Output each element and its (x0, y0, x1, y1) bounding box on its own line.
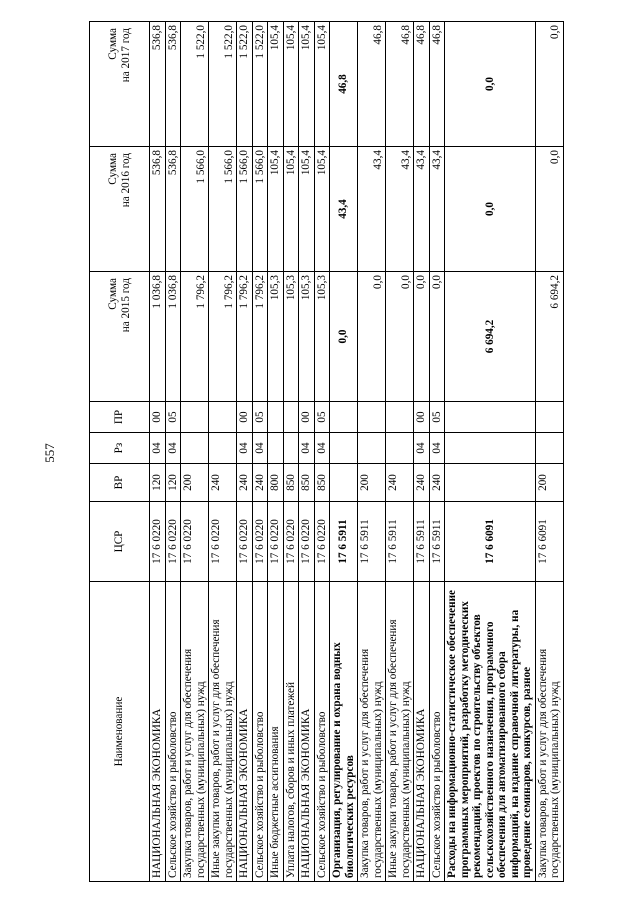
cell-csr: 17 6 6091 (535, 502, 563, 582)
cell-vr: 800 (268, 464, 284, 502)
cell-name: Уплата налогов, сборов и иных платежей (283, 582, 299, 882)
cell-csr: 17 6 5911 (330, 502, 358, 582)
cell-pr (386, 402, 414, 433)
cell-sum-2015: 1 796,2 (181, 272, 209, 402)
cell-pr (330, 402, 358, 433)
cell-name: Организация, регулирование и охрана водных биологических ресурсов (330, 582, 358, 882)
cell-name: НАЦИОНАЛЬНАЯ ЭКОНОМИКА (237, 582, 253, 882)
cell-sum-2015: 0,0 (414, 272, 430, 402)
header-sum-2016: Сумма на 2016 год (90, 147, 150, 272)
table-row (150, 22, 166, 882)
cell-sum-2016: 536,8 (165, 147, 181, 272)
cell-rz (535, 433, 563, 464)
cell-csr: 17 6 0220 (283, 502, 299, 582)
cell-csr: 17 6 0220 (181, 502, 209, 582)
cell-sum-2015: 105,3 (299, 272, 315, 402)
cell-vr: 200 (535, 464, 563, 502)
cell-sum-2016: 43,4 (358, 147, 386, 272)
cell-rz (181, 433, 209, 464)
table-row (445, 22, 536, 882)
cell-csr: 17 6 0220 (237, 502, 253, 582)
header-sum-2015: Сумма на 2015 год (90, 272, 150, 402)
cell-rz (283, 433, 299, 464)
cell-rz (358, 433, 386, 464)
cell-sum-2015: 1 036,8 (150, 272, 166, 402)
cell-sum-2015: 0,0 (429, 272, 445, 402)
cell-sum-2017: 105,4 (299, 22, 315, 147)
page-number: 557 (42, 443, 57, 463)
cell-rz (386, 433, 414, 464)
cell-pr (181, 402, 209, 433)
table-row (358, 22, 386, 882)
budget-table (89, 21, 564, 882)
cell-sum-2015: 0,0 (330, 272, 358, 402)
cell-sum-2017: 46,8 (414, 22, 430, 147)
cell-csr: 17 6 6091 (445, 502, 536, 582)
table-row (165, 22, 181, 882)
cell-sum-2015: 1 036,8 (165, 272, 181, 402)
cell-rz: 04 (299, 433, 315, 464)
cell-rz: 04 (429, 433, 445, 464)
cell-sum-2015: 6 694,2 (535, 272, 563, 402)
cell-name: Иные закупки товаров, работ и услуг для обеспечения государственных (муниципальных) нужд (386, 582, 414, 882)
cell-rz: 04 (150, 433, 166, 464)
cell-sum-2017: 536,8 (165, 22, 181, 147)
table-row (386, 22, 414, 882)
cell-pr (358, 402, 386, 433)
cell-csr: 17 6 0220 (268, 502, 284, 582)
cell-pr (209, 402, 237, 433)
cell-name: Расходы на информационно-статистическое обеспечение программных мероприятий, разработку методических рекомендаций, проектов по строительству объектов сельскохозяйственного назначения, программного обеспечения для автоматизированного сбора информаций, на издание справочной литературы, на проведение семинаров, конкурсов, разное (445, 582, 536, 882)
table-row (252, 22, 268, 882)
cell-sum-2017: 1 522,0 (181, 22, 209, 147)
cell-rz: 04 (314, 433, 330, 464)
cell-vr (330, 464, 358, 502)
cell-sum-2016: 43,4 (429, 147, 445, 272)
header-rz: Рз (90, 433, 150, 464)
cell-pr (445, 402, 536, 433)
cell-sum-2017: 536,8 (150, 22, 166, 147)
cell-sum-2017: 46,8 (330, 22, 358, 147)
cell-vr: 120 (165, 464, 181, 502)
cell-csr: 17 6 5911 (429, 502, 445, 582)
cell-name: Сельское хозяйство и рыболовство (252, 582, 268, 882)
cell-pr (283, 402, 299, 433)
table-row (414, 22, 430, 882)
table-row (268, 22, 284, 882)
cell-sum-2017: 46,8 (429, 22, 445, 147)
cell-sum-2016: 105,4 (268, 147, 284, 272)
cell-pr: 00 (237, 402, 253, 433)
cell-pr (268, 402, 284, 433)
cell-sum-2016: 105,4 (299, 147, 315, 272)
cell-sum-2015: 105,3 (268, 272, 284, 402)
cell-pr: 05 (429, 402, 445, 433)
cell-name: Сельское хозяйство и рыболовство (165, 582, 181, 882)
cell-csr: 17 6 5911 (414, 502, 430, 582)
cell-vr: 200 (181, 464, 209, 502)
table-row (429, 22, 445, 882)
cell-csr: 17 6 0220 (150, 502, 166, 582)
cell-csr: 17 6 0220 (299, 502, 315, 582)
table-row (299, 22, 315, 882)
cell-sum-2016: 536,8 (150, 147, 166, 272)
table-row (209, 22, 237, 882)
cell-pr: 05 (165, 402, 181, 433)
cell-csr: 17 6 0220 (252, 502, 268, 582)
table-body (150, 22, 564, 882)
cell-name: Закупка товаров, работ и услуг для обеспечения государственных (муниципальных) нужд (535, 582, 563, 882)
cell-csr: 17 6 0220 (314, 502, 330, 582)
cell-sum-2016: 105,4 (314, 147, 330, 272)
cell-csr: 17 6 5911 (358, 502, 386, 582)
rotated-page (89, 22, 594, 882)
header-pr: ПР (90, 402, 150, 433)
cell-sum-2017: 1 522,0 (209, 22, 237, 147)
cell-vr: 120 (150, 464, 166, 502)
cell-vr: 240 (252, 464, 268, 502)
cell-sum-2015: 0,0 (358, 272, 386, 402)
header-row (90, 22, 150, 882)
cell-sum-2017: 105,4 (283, 22, 299, 147)
cell-sum-2015: 105,3 (314, 272, 330, 402)
cell-sum-2017: 0,0 (535, 22, 563, 147)
cell-sum-2017: 105,4 (314, 22, 330, 147)
cell-sum-2016: 43,4 (414, 147, 430, 272)
cell-vr (445, 464, 536, 502)
cell-name: НАЦИОНАЛЬНАЯ ЭКОНОМИКА (150, 582, 166, 882)
cell-pr: 00 (414, 402, 430, 433)
table-row (181, 22, 209, 882)
cell-name: НАЦИОНАЛЬНАЯ ЭКОНОМИКА (414, 582, 430, 882)
cell-rz: 04 (252, 433, 268, 464)
cell-csr: 17 6 0220 (165, 502, 181, 582)
cell-vr: 240 (209, 464, 237, 502)
header-sum-2017: Сумма на 2017 год (90, 22, 150, 147)
cell-vr: 240 (429, 464, 445, 502)
cell-rz (268, 433, 284, 464)
cell-csr: 17 6 0220 (209, 502, 237, 582)
cell-sum-2016: 43,4 (330, 147, 358, 272)
cell-sum-2017: 105,4 (268, 22, 284, 147)
cell-pr: 00 (150, 402, 166, 433)
cell-sum-2016: 105,4 (283, 147, 299, 272)
cell-rz (445, 433, 536, 464)
header-vr: ВР (90, 464, 150, 502)
cell-sum-2016: 0,0 (445, 147, 536, 272)
cell-pr: 00 (299, 402, 315, 433)
cell-csr: 17 6 5911 (386, 502, 414, 582)
cell-sum-2015: 1 796,2 (252, 272, 268, 402)
cell-rz: 04 (414, 433, 430, 464)
cell-name: Закупка товаров, работ и услуг для обеспечения государственных (муниципальных) нужд (181, 582, 209, 882)
cell-sum-2016: 0,0 (535, 147, 563, 272)
table-row (535, 22, 563, 882)
cell-rz: 04 (237, 433, 253, 464)
cell-pr: 05 (252, 402, 268, 433)
cell-name: Сельское хозяйство и рыболовство (314, 582, 330, 882)
cell-vr: 240 (386, 464, 414, 502)
cell-vr: 200 (358, 464, 386, 502)
cell-name: Иные закупки товаров, работ и услуг для обеспечения государственных (муниципальных) нужд (209, 582, 237, 882)
cell-name: Сельское хозяйство и рыболовство (429, 582, 445, 882)
cell-sum-2015: 1 796,2 (209, 272, 237, 402)
cell-name: Закупка товаров, работ и услуг для обеспечения государственных (муниципальных) нужд (358, 582, 386, 882)
header-name: Наименование (90, 582, 150, 882)
cell-vr: 850 (299, 464, 315, 502)
table-row (237, 22, 253, 882)
cell-vr: 240 (237, 464, 253, 502)
cell-sum-2017: 1 522,0 (252, 22, 268, 147)
cell-sum-2015: 6 694,2 (445, 272, 536, 402)
cell-sum-2015: 105,3 (283, 272, 299, 402)
table-row (330, 22, 358, 882)
table-row (283, 22, 299, 882)
cell-rz: 04 (165, 433, 181, 464)
cell-vr: 240 (414, 464, 430, 502)
cell-sum-2017: 46,8 (358, 22, 386, 147)
cell-sum-2016: 1 566,0 (237, 147, 253, 272)
cell-name: Иные бюджетные ассигнования (268, 582, 284, 882)
cell-rz (209, 433, 237, 464)
cell-sum-2017: 0,0 (445, 22, 536, 147)
header-csr: ЦСР (90, 502, 150, 582)
table-row (314, 22, 330, 882)
cell-sum-2016: 43,4 (386, 147, 414, 272)
cell-sum-2016: 1 566,0 (252, 147, 268, 272)
cell-sum-2015: 1 796,2 (237, 272, 253, 402)
cell-pr: 05 (314, 402, 330, 433)
cell-vr: 850 (283, 464, 299, 502)
cell-sum-2016: 1 566,0 (209, 147, 237, 272)
cell-rz (330, 433, 358, 464)
cell-name: НАЦИОНАЛЬНАЯ ЭКОНОМИКА (299, 582, 315, 882)
cell-sum-2017: 46,8 (386, 22, 414, 147)
cell-sum-2015: 0,0 (386, 272, 414, 402)
cell-sum-2016: 1 566,0 (181, 147, 209, 272)
cell-sum-2017: 1 522,0 (237, 22, 253, 147)
cell-vr: 850 (314, 464, 330, 502)
cell-pr (535, 402, 563, 433)
